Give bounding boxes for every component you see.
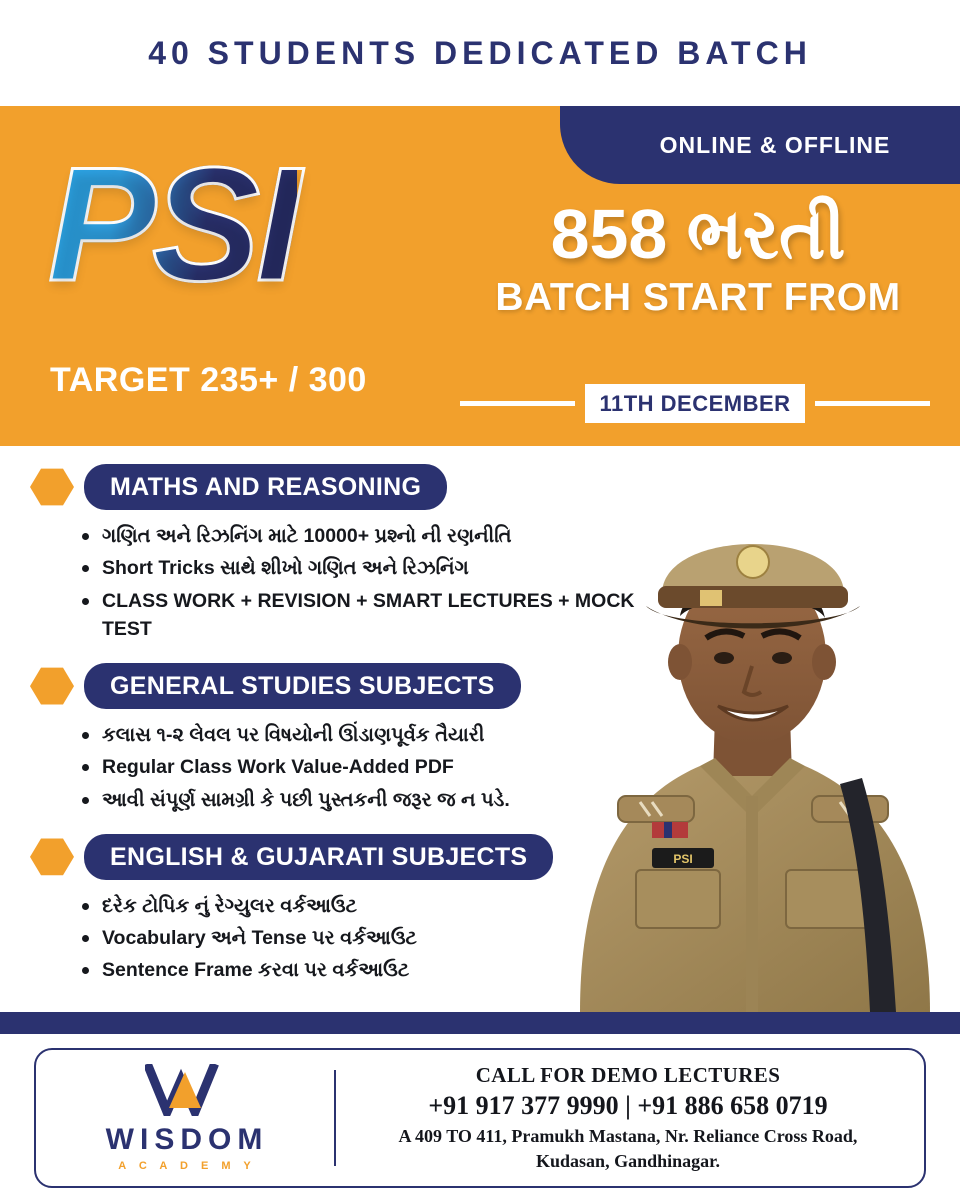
- spacer: [0, 1034, 960, 1048]
- section-title: ENGLISH & GUJARATI SUBJECTS: [84, 834, 553, 880]
- list-item: Vocabulary અને Tense પર વર્કઆઉટ: [82, 924, 640, 952]
- hexagon-bullet-icon: [30, 467, 74, 507]
- list-item: Regular Class Work Value-Added PDF: [82, 753, 640, 781]
- list-item: ગણિત અને રિઝનિંગ માટે 10000+ પ્રશ્નો ની રણનીતિ: [82, 522, 640, 550]
- rule-right: [815, 401, 930, 406]
- section-points-language: [82, 892, 640, 985]
- address-line-1: A 409 TO 411, Pramukh Mastana, Nr. Reliance Cross Road,: [398, 1126, 858, 1147]
- hexagon-bullet-icon: [30, 666, 74, 706]
- exam-title: PSI: [48, 134, 298, 315]
- section-title: MATHS AND REASONING: [84, 464, 447, 510]
- list-item: આવી સંપૂર્ણ સામગ્રી કે પછી પુસ્તકની જરૂર જ ન પડે.: [82, 786, 640, 814]
- exam-title-wrap: [48, 134, 298, 315]
- hexagon-bullet-icon: [30, 837, 74, 877]
- list-item: CLASS WORK + REVISION + SMART LECTURES + MOCK TEST: [82, 587, 640, 644]
- navy-divider: [0, 1012, 960, 1034]
- footer-divider: [334, 1070, 336, 1166]
- content-section: [0, 446, 960, 1012]
- batch-date-row: [460, 384, 930, 423]
- footer-section: [0, 1048, 960, 1200]
- vacancy-count: 858 ભરતી: [550, 195, 846, 273]
- hero-section: [0, 106, 960, 446]
- call-label: CALL FOR DEMO LECTURES: [475, 1063, 781, 1088]
- vacancy-block: [478, 195, 918, 320]
- footer-card: [34, 1048, 926, 1188]
- brand-name: WISDOM: [105, 1123, 269, 1156]
- contact-block: [358, 1063, 898, 1173]
- list-item: દરેક ટોપિક નું રેગ્યુલર વર્કઆઉટ: [82, 892, 640, 920]
- batch-date: 11TH DECEMBER: [585, 384, 804, 423]
- officer-badge-text: PSI: [673, 852, 693, 866]
- mode-badge: [560, 106, 960, 184]
- phone-numbers[interactable]: +91 917 377 9990 | +91 886 658 0719: [428, 1091, 828, 1121]
- section-heading-maths: [30, 464, 640, 510]
- address-line-2: Kudasan, Gandhinagar.: [536, 1150, 720, 1171]
- batch-start-label: BATCH START FROM: [495, 275, 901, 319]
- rule-left: [460, 401, 575, 406]
- section-title: GENERAL STUDIES SUBJECTS: [84, 663, 521, 709]
- headline-text: 40 STUDENTS DEDICATED BATCH: [148, 34, 812, 71]
- section-heading-language: [30, 834, 640, 880]
- section-points-maths: [82, 522, 640, 643]
- target-score: TARGET 235+ / 300: [50, 361, 367, 399]
- list-item: Short Tricks સાથે શીખો ગણિત અને રિઝનિંગ: [82, 554, 640, 582]
- list-item: Sentence Frame કરવા પર વર્કઆઉટ: [82, 956, 640, 984]
- section-points-gs: [82, 721, 640, 814]
- wisdom-logo-icon: [145, 1064, 229, 1116]
- brand-block: [62, 1064, 312, 1172]
- section-heading-gs: [30, 663, 640, 709]
- features-list: [0, 464, 640, 985]
- list-item: કલાસ ૧-૨ લેવલ પર વિષયોની ઊંડાણપૂર્વક તૈયારી: [82, 721, 640, 749]
- brand-subtitle: A C A D E M Y: [118, 1160, 256, 1172]
- mode-badge-label: ONLINE & OFFLINE: [659, 131, 891, 158]
- top-banner: [0, 0, 960, 106]
